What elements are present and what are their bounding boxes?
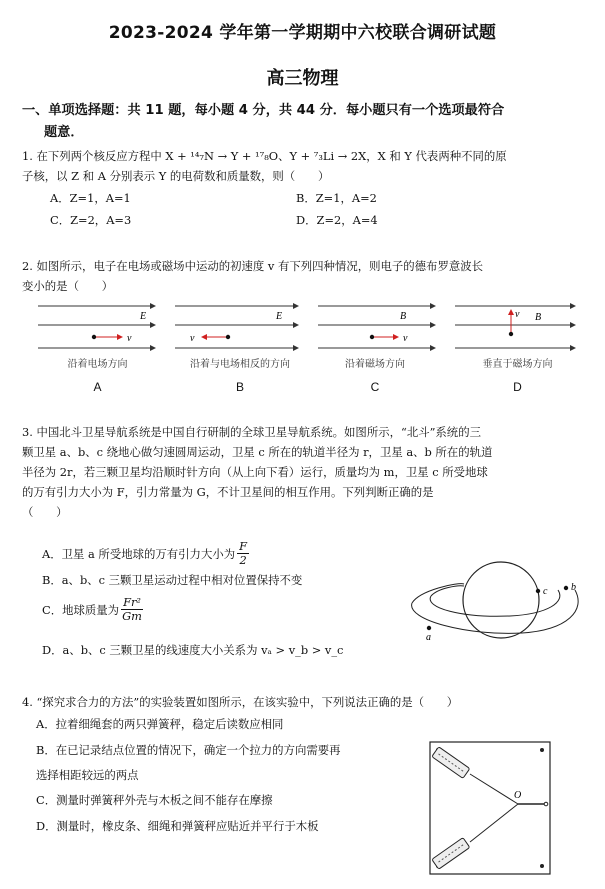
- q1-line2: 子核，以 Z 和 A 分别表示 Y 的电荷数和质量数，则（ ）: [22, 169, 330, 183]
- q3-option-b: B．a、b、c 三颗卫星运动过程中相对位置保持不变: [42, 573, 303, 587]
- q4-option-d: D．测量时，橡皮条、细绳和弹簧秤应贴近并平行于木板: [36, 819, 319, 833]
- section-heading: [22, 100, 592, 144]
- q3-option-c-denominator: Gm: [122, 609, 142, 623]
- panel-b-velocity-label: v: [190, 333, 195, 344]
- satellite-b-label: b: [571, 582, 576, 593]
- satellite-a: [427, 626, 431, 630]
- q3-line4: 的万有引力大小为 F，引力常量为 G，不计卫星间的相互作用。下列判断正确的是: [22, 485, 434, 499]
- q1-option-a: A．Z=1，A=1: [50, 191, 131, 205]
- q3-line5: （ ）: [22, 505, 68, 519]
- panel-b-field: [175, 306, 298, 348]
- q2-line1: 2. 如图所示，电子在电场或磁场中运动的初速度 v 有下列四种情况，则电子的德布罗意波长: [22, 259, 484, 273]
- q4-option-b-line2: 选择相距较远的两点: [36, 768, 139, 782]
- satellite-b: [564, 586, 568, 590]
- section-heading-line1: 一、单项选择题：共 11 题，每小题 4 分，共 44 分．每小题只有一个选项最符合: [22, 103, 505, 118]
- panel-a-field-label: E: [140, 311, 147, 322]
- force-experiment-diagram: [418, 732, 558, 880]
- panel-d-caption: 垂直于磁场方向: [482, 359, 553, 370]
- panel-b-letter: B: [235, 380, 244, 394]
- panel-d-electron: [509, 332, 513, 336]
- panel-a-electron: [92, 335, 96, 339]
- q3-option-a-denominator: 2: [239, 553, 247, 567]
- panel-d-velocity-label: v: [515, 309, 520, 320]
- q1-line1: 1. 在下列两个核反应方程中 X + ¹⁴₇N → Y + ¹⁷₈O、Y + ⁷₃Li → 2X，X 和 Y 代表两种不同的原: [22, 149, 507, 163]
- panel-a-letter: A: [93, 380, 102, 394]
- panel-b-caption: 沿着与电场相反的方向: [190, 359, 290, 370]
- panel-c-letter: C: [370, 380, 380, 394]
- panel-c-field: [318, 306, 435, 348]
- panel-a-field: [38, 306, 155, 348]
- panel-b-field-label: E: [276, 311, 283, 322]
- satellite-orbit-diagram: [398, 560, 588, 645]
- panel-d-letter: D: [513, 380, 522, 394]
- panel-d-field-label: B: [535, 312, 542, 323]
- earth-circle: [463, 562, 539, 638]
- inner-orbit: [430, 590, 560, 616]
- question-2: [22, 256, 592, 296]
- q1-option-b: B．Z=1，A=2: [296, 191, 377, 205]
- q4-line1: 4. “探究求合力的方法”的实验装置如图所示，在该实验中，下列说法正确的是（ ）: [22, 695, 459, 709]
- question-1: [22, 146, 592, 186]
- q3-line1: 3. 中国北斗卫星导航系统是中国自行研制的全球卫星导航系统。如图所示，“北斗”系统的三: [22, 425, 481, 439]
- q3-option-a: [42, 540, 249, 567]
- q4-option-c: C．测量时弹簧秤外壳与木板之间不能存在摩擦: [36, 793, 273, 807]
- section-heading-line2: 题意．: [44, 125, 84, 140]
- exam-subtitle: 高三物理: [266, 68, 339, 89]
- panel-d-field: [455, 306, 575, 348]
- q3-option-a-fraction: [237, 540, 249, 567]
- q4-option-b-line1: B．在已记录结点位置的情况下，确定一个拉力的方向需要再: [36, 743, 341, 757]
- panel-a-caption: 沿着电场方向: [67, 359, 128, 370]
- q3-option-c-text: C．地球质量为: [42, 602, 120, 617]
- q3-option-c: [42, 596, 143, 623]
- panel-c-velocity-label: v: [403, 333, 408, 344]
- panel-c-electron: [370, 335, 374, 339]
- outer-orbit-back: [412, 584, 464, 603]
- pin-bottom-right: [540, 864, 544, 868]
- question-3: [22, 422, 597, 522]
- satellite-a-label: a: [426, 632, 431, 643]
- q3-option-a-text: A．卫星 a 所受地球的万有引力大小为: [42, 546, 236, 561]
- q3-option-c-numerator: Fr²: [123, 595, 141, 609]
- panel-b-electron: [226, 335, 230, 339]
- rubber-band-anchor: [544, 802, 548, 806]
- outer-orbit: [412, 590, 579, 633]
- q1-option-c: C．Z=2，A=3: [50, 213, 132, 227]
- q3-option-a-numerator: F: [239, 539, 248, 553]
- satellite-c: [536, 589, 540, 593]
- panel-c-caption: 沿着磁场方向: [345, 359, 405, 370]
- satellite-c-label: c: [543, 586, 548, 597]
- q3-line3: 半径为 2r，若三颗卫星均沿顺时针方向（从上向下看）运行，质量均为 m，卫星 c 所受地球: [22, 465, 488, 479]
- inner-orbit-back: [431, 586, 464, 596]
- knot-label: O: [514, 790, 522, 801]
- pin-top-right: [540, 748, 544, 752]
- q4-option-a: A．拉着细绳套的两只弹簧秤，稳定后读数应相同: [36, 717, 284, 731]
- q1-option-d: D．Z=2，A=4: [296, 213, 378, 227]
- q3-option-d: D．a、b、c 三颗卫星的线速度大小关系为 vₐ > v_b > v_c: [42, 643, 344, 657]
- q2-line2: 变小的是（ ）: [22, 279, 114, 293]
- panel-a-velocity-label: v: [127, 333, 132, 344]
- panel-c-field-label: B: [400, 311, 407, 322]
- exam-title: 2023-2024 学年第一学期期中六校联合调研试题: [108, 23, 497, 43]
- q3-line2: 颗卫星 a、b、c 绕地心做匀速圆周运动，卫星 c 所在的轨道半径为 r，卫星 a、b 所在的轨道: [22, 445, 493, 459]
- q3-option-c-fraction: [121, 596, 143, 623]
